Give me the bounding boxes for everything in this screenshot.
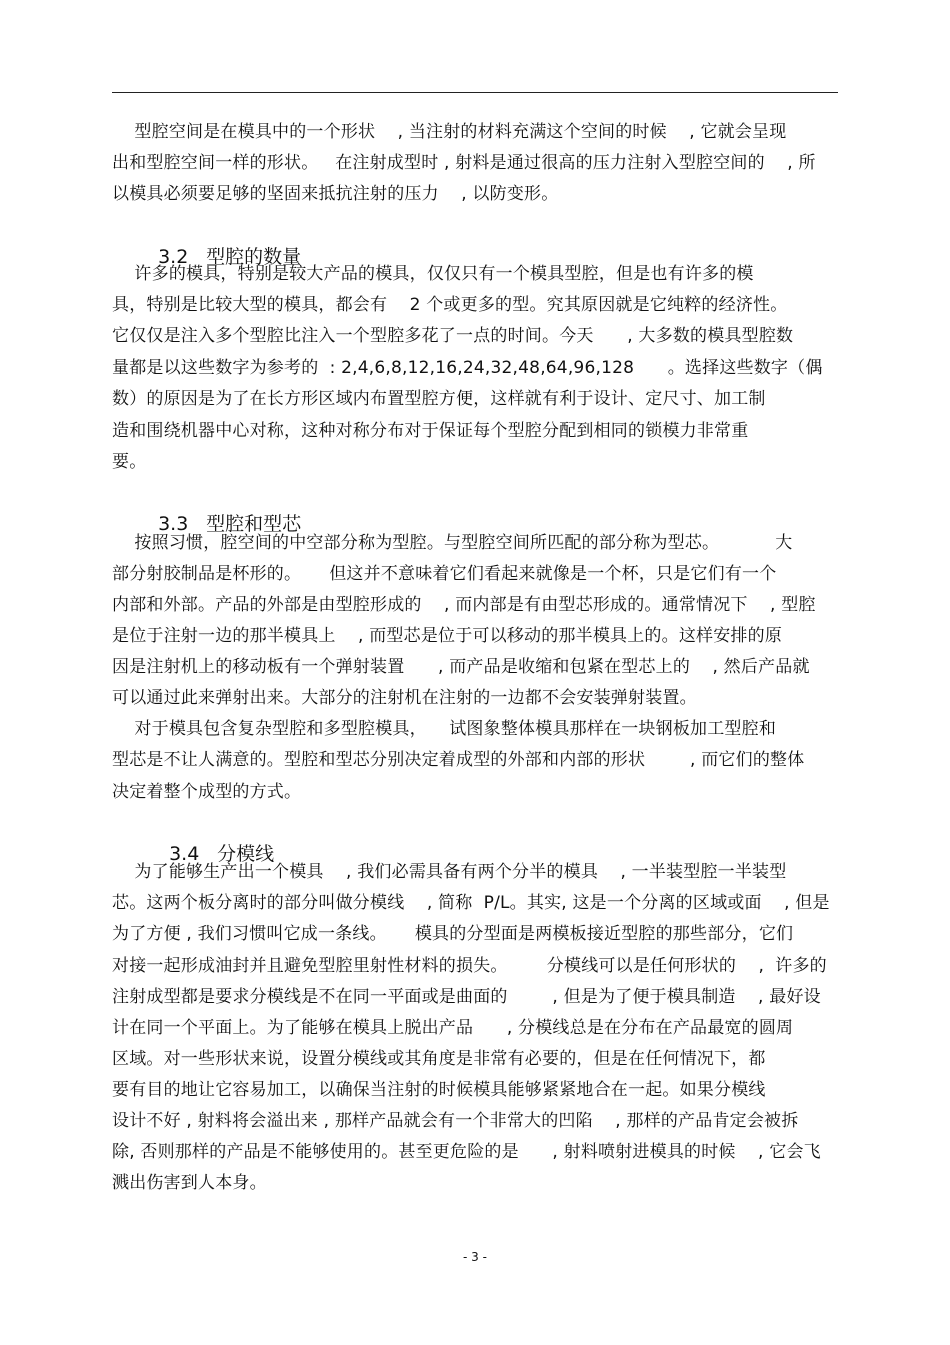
text-line: 许多的模具，特别是较大产品的模具，仅仅只有一个模具型腔，但是也有许多的模 [112, 264, 754, 284]
section-title: 分模线 [217, 843, 275, 865]
text-line: 计在同一个平面上。为了能够在模具上脱出产品 , 分模线总是在分布在产品最宽的圆周 [112, 1018, 794, 1038]
text-line: 决定着整个成型的方式。 [112, 782, 302, 802]
section-heading-3-3 [146, 491, 301, 535]
text-line: 可以通过此来弹射出来。大部分的注射机在注射的一边都不会安装弹射装置。 [112, 688, 697, 708]
section-heading-3-4 [157, 821, 274, 865]
text-line: 对接一起形成油封并且避免型腔里射性材料的损失。 分模线可以是任何形状的 , 许多的 [112, 956, 827, 976]
text-line: 因是注射机上的移动板有一个弹射装置 , 而产品是收缩和包紧在型芯上的 , 然后产品就 [112, 657, 810, 677]
text-line: 要有目的地让它容易加工，以确保当注射的时候模具能够紧紧地合在一起。如果分模线 [112, 1080, 766, 1100]
header-rule [112, 92, 838, 93]
text-line: 按照习惯，腔空间的中空部分称为型腔。与型腔空间所匹配的部分称为型芯。 大 [112, 533, 793, 553]
text-line: 造和围绕机器中心对称，这种对称分布对于保证每个型腔分配到相同的锁模力非常重 [112, 421, 749, 441]
section-heading-3-2 [146, 224, 301, 268]
text-line: 型芯是不让人满意的。型腔和型芯分别决定着成型的外部和内部的形状 , 而它们的整体 [112, 750, 805, 770]
section-title: 型腔的数量 [206, 246, 302, 268]
text-line: 芯。这两个板分离时的部分叫做分模线 , 简称 P/L。其实, 这是一个分离的区域或面 , 但是 [112, 893, 830, 913]
text-line: 溅出伤害到人本身。 [112, 1173, 267, 1193]
text-line: 数）的原因是为了在长方形区域内布置型腔方便，这样就有利于设计、定尺寸、加工制 [112, 389, 766, 409]
text-line: 区域。对一些形状来说，设置分模线或其角度是非常有必要的，但是在任何情况下，都 [112, 1049, 766, 1069]
page-number: - 3 - [463, 1250, 487, 1264]
text-line: 是位于注射一边的那半模具上 , 而型芯是位于可以移动的那半模具上的。这样安排的原 [112, 626, 783, 646]
text-line: 要。 [112, 452, 147, 472]
text-line: 除, 否则那样的产品是不能够使用的。甚至更危险的是 , 射料喷射进模具的时候 , 它会飞 [112, 1142, 821, 1162]
text-line: 出和型腔空间一样的形状。 在注射成型时 , 射料是通过很高的压力注射入型腔空间的 , 所 [112, 153, 816, 173]
text-line: 以模具必须要足够的坚固来抵抗注射的压力 , 以防变形。 [112, 184, 559, 204]
text-line: 它仅仅是注入多个型腔比注入一个型腔多花了一点的时间。今天 , 大多数的模具型腔数 [112, 326, 794, 346]
text-line: 量都是以这些数字为参考的 : 2,4,6,8,12,16,24,32,48,64,96,128 。选择这些数字（偶 [112, 358, 823, 378]
text-line: 对于模具包含复杂型腔和多型腔模具， 试图象整体模具那样在一块钢板加工型腔和 [112, 719, 777, 739]
text-line: 为了方便 , 我们习惯叫它成一条线。 模具的分型面是两模板接近型腔的那些部分，它们 [112, 924, 794, 944]
section-title: 型腔和型芯 [206, 513, 302, 535]
text-line: 部分射胶制品是杯形的。 但这并不意味着它们看起来就像是一个杯，只是它们有一个 [112, 564, 777, 584]
text-line: 具，特别是比较大型的模具，都会有 2 个或更多的型。究其原因就是它纯粹的经济性。 [112, 295, 788, 315]
section-number: 3.3 [158, 513, 189, 535]
section-number: 3.4 [169, 843, 200, 865]
text-line: 型腔空间是在模具中的一个形状 , 当注射的材料充满这个空间的时候 , 它就会呈现 [112, 122, 787, 142]
text-line: 设计不好 , 射料将会溢出来 , 那样产品就会有一个非常大的凹陷 , 那样的产品肯定会被拆 [112, 1111, 799, 1131]
text-line: 注射成型都是要求分模线是不在同一平面或是曲面的 , 但是为了便于模具制造 , 最好设 [112, 987, 821, 1007]
text-line: 内部和外部。产品的外部是由型腔形成的 , 而内部是有由型芯形成的。通常情况下 , 型腔 [112, 595, 816, 615]
text-line: 为了能够生产出一个模具 , 我们必需具备有两个分半的模具 , 一半装型腔一半装型 [112, 862, 787, 882]
section-number: 3.2 [158, 246, 189, 268]
